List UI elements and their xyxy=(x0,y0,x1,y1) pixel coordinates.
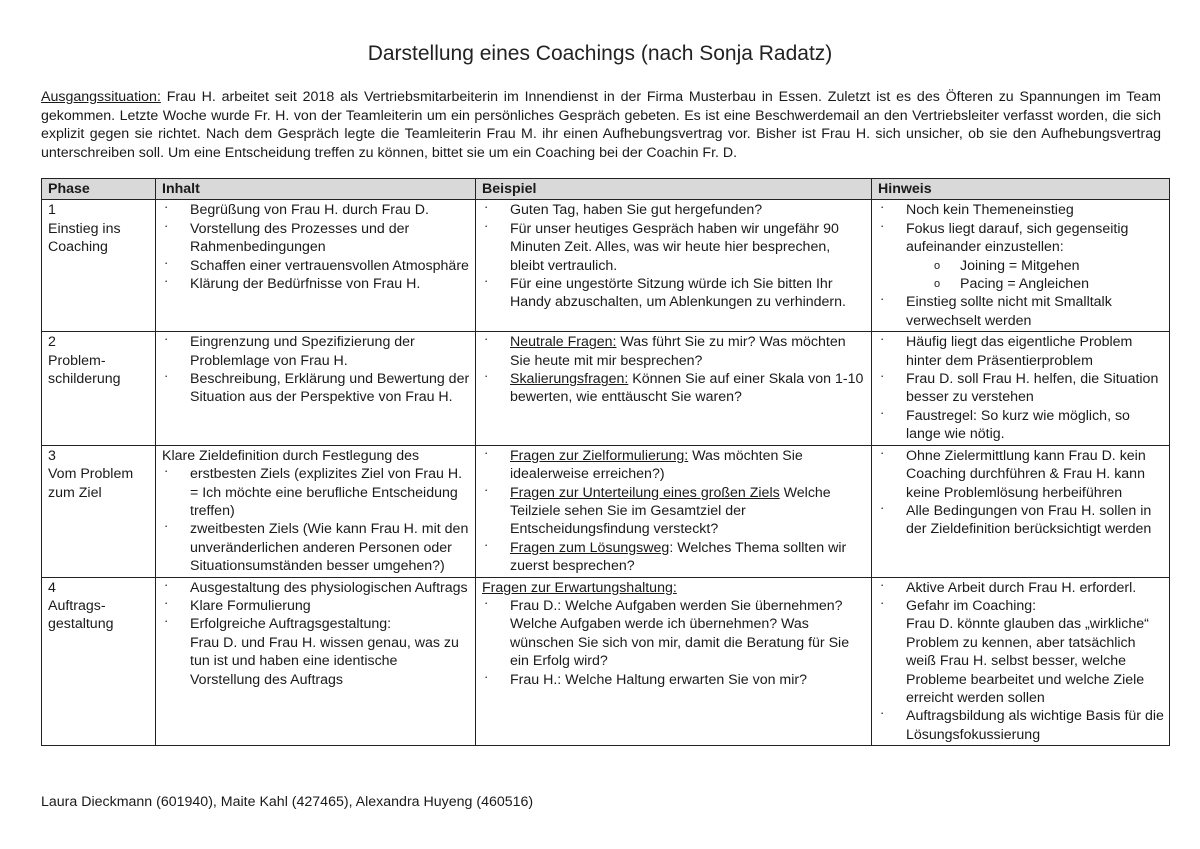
list-item: · Schaffen einer vertrauensvollen Atmosphäre xyxy=(162,257,470,275)
list-item: · Auftragsbildung als wichtige Basis für die Lösungsfokussierung xyxy=(878,707,1164,744)
list-item: · Klare Formulierung xyxy=(162,597,470,615)
phase-number: 4 xyxy=(48,579,56,596)
phase-number: 2 xyxy=(48,334,56,351)
question-text: Können Sie auf einer Skala von 1-10 bewerten, wie enttäuscht Sie waren? xyxy=(510,371,864,406)
phase-cell xyxy=(42,445,156,577)
phase-name: Einstieg ins Coaching xyxy=(48,220,121,256)
list-item: · Eingrenzung und Spezifizierung der Problemlage von Frau H. xyxy=(162,333,470,370)
list-item: · Vorstellung des Prozesses und der Rahmenbedingungen xyxy=(162,220,470,257)
question-text: Was führt Sie zu mir? Was möchten Sie heute mit mir besprechen? xyxy=(510,334,846,369)
list-item: · Einstieg sollte nicht mit Smalltalk verwechselt werden xyxy=(878,293,1164,330)
inhalt-intro: Klare Zieldefinition durch Festlegung des xyxy=(162,447,420,464)
table-row xyxy=(42,577,1170,746)
table-row xyxy=(42,445,1170,577)
hinweis-continuation: Frau D. könnte glauben das „wirkliche“ Problem zu kennen, aber tatsächlich weiß Frau H. selbst besser, welche Probleme bearbeitet und welche Ziele erreicht werden sollen xyxy=(906,616,1149,706)
list-item xyxy=(878,220,1164,257)
list-item: · Beschreibung, Erklärung und Bewertung der Situation aus der Perspektive von Frau H. xyxy=(162,370,470,407)
list-item: · erstbesten Ziels (explizites Ziel von Frau H. = Ich möchte eine berufliche Entscheidung treffen) xyxy=(162,465,470,520)
list-item: · Begrüßung von Frau H. durch Frau D. xyxy=(162,201,470,219)
list-item: · Für unser heutiges Gespräch haben wir ungefähr 90 Minuten Zeit. Alles, was wir heute hier besprechen, bleibt vertraulich. xyxy=(482,220,866,275)
list-item xyxy=(482,333,866,370)
inhalt-cell xyxy=(156,200,476,332)
list-item: · zweitbesten Ziels (Wie kann Frau H. mit den unveränderlichen anderen Personen oder Situationsumständen besser umgehen?) xyxy=(162,520,470,575)
question-type: Skalierungsfragen: xyxy=(510,371,629,388)
list-item-text: Fokus liegt darauf, sich gegenseitig aufeinander einzustellen: xyxy=(906,220,1129,256)
phase-number: 3 xyxy=(48,447,56,464)
question-text: Was möchten Sie idealerweise erreichen?) xyxy=(510,447,803,483)
phase-name: Vom Problem zum Ziel xyxy=(48,466,134,501)
page-title: Darstellung eines Coachings (nach Sonja Radatz) xyxy=(367,42,833,65)
table-row xyxy=(42,200,1170,332)
list-item xyxy=(482,370,866,407)
list-item: · Noch kein Themeneinstieg xyxy=(878,201,1164,219)
list-item: · Aktive Arbeit durch Frau H. erforderl. xyxy=(878,579,1164,597)
list-item: · Klärung der Bedürfnisse von Frau H. xyxy=(162,275,470,293)
list-item: · Für eine ungestörte Sitzung würde ich Sie bitten Ihr Handy abzuschalten, um Ablenkungen zu verhindern. xyxy=(482,275,866,312)
intro-paragraph xyxy=(41,88,1161,162)
list-item: · Gefahr im Coaching: xyxy=(878,597,1164,615)
header-hinweis: Hinweis xyxy=(872,179,1170,200)
inhalt-cell xyxy=(156,332,476,445)
list-item xyxy=(482,447,866,484)
phase-cell xyxy=(42,200,156,332)
header-beispiel: Beispiel xyxy=(476,179,872,200)
question-type: Fragen zum Lösungsweg xyxy=(510,539,670,556)
list-item: · Faustregel: So kurz wie möglich, so lange wie nötig. xyxy=(878,407,1164,444)
beispiel-cell xyxy=(476,200,872,332)
intro-label: Ausgangssituation: xyxy=(41,89,161,105)
list-item: · Frau D. soll Frau H. helfen, die Situation besser zu verstehen xyxy=(878,370,1164,407)
question-text: : Welches Thema sollten wir zuerst besprechen? xyxy=(510,539,847,575)
beispiel-cell xyxy=(476,577,872,746)
coaching-table xyxy=(41,178,1170,746)
list-item xyxy=(482,484,866,539)
phase-cell xyxy=(42,577,156,746)
hinweis-cell xyxy=(872,200,1170,332)
phase-number: 1 xyxy=(48,202,56,219)
list-item: · Ausgestaltung des physiologischen Auftrags xyxy=(162,579,470,597)
beispiel-heading: Fragen zur Erwartungshaltung: xyxy=(482,579,677,596)
list-item: · Guten Tag, haben Sie gut hergefunden? xyxy=(482,201,866,219)
table-row xyxy=(42,332,1170,445)
list-item xyxy=(482,539,866,576)
list-item: · Ohne Zielermittlung kann Frau D. kein Coaching durchführen & Frau H. kann keine Problemlösung herbeiführen xyxy=(878,447,1164,502)
list-item: · Häufig liegt das eigentliche Problem hinter dem Präsentierproblem xyxy=(878,333,1164,370)
authors-footer: Laura Dieckmann (601940), Maite Kahl (427465), Alexandra Huyeng (460516) xyxy=(41,794,534,810)
list-item: · Erfolgreiche Auftragsgestaltung: xyxy=(162,615,470,633)
phase-name: Auftrags-gestaltung xyxy=(48,597,114,633)
header-phase: Phase xyxy=(42,179,156,200)
hinweis-cell xyxy=(872,445,1170,577)
list-item: · Alle Bedingungen von Frau H. sollen in der Zieldefinition berücksichtigt werden xyxy=(878,502,1164,539)
beispiel-cell xyxy=(476,332,872,445)
beispiel-cell xyxy=(476,445,872,577)
inhalt-continuation: Frau D. und Frau H. wissen genau, was zu tun ist und haben eine identische Vorstellung des Auftrags xyxy=(190,634,459,688)
question-type: Fragen zur Unterteilung eines großen Ziels xyxy=(510,484,780,501)
inhalt-cell xyxy=(156,445,476,577)
sub-list-item: o Joining = Mitgehen xyxy=(878,257,1164,275)
sub-list-item: o Pacing = Angleichen xyxy=(878,275,1164,293)
list-item: · Frau D.: Welche Aufgaben werden Sie übernehmen? Welche Aufgaben werde ich übernehmen? Was wünschen Sie sich von mir, damit die Beratung für Sie ein Erfolg wird? xyxy=(482,597,866,671)
phase-cell xyxy=(42,332,156,445)
list-item: · Frau H.: Welche Haltung erwarten Sie von mir? xyxy=(482,671,866,689)
hinweis-cell xyxy=(872,332,1170,445)
inhalt-cell xyxy=(156,577,476,746)
hinweis-cell xyxy=(872,577,1170,746)
question-type: Fragen zur Zielformulierung: xyxy=(510,447,689,464)
question-type: Neutrale Fragen: xyxy=(510,334,617,351)
table-header-row xyxy=(42,179,1170,200)
phase-name: Problem-schilderung xyxy=(48,352,121,388)
header-inhalt: Inhalt xyxy=(156,179,476,200)
intro-text: Frau H. arbeitet seit 2018 als Vertriebsmitarbeiterin im Innendienst in der Firma Musterbau in Essen. Zuletzt ist es des Öfteren zu Spannungen im Team gekommen. Letzte Woche wurde Fr. H. von der Teamleiterin um ein persönliches Gespräch gebeten. Es ist eine Beschwerdemail an den Vertriebsleiter verfasst worden, die sich explizit gegen sie richtet. Nach dem Gespräch legte die Teamleiterin Frau M. ihr einen Aufhebungsvertrag vor. Bisher ist Frau H. sich unsicher, ob sie den Aufhebungsvertrag unterschreiben soll. Um eine Entscheidung treffen zu können, bittet sie um ein Coaching bei der Coachin Fr. D. xyxy=(41,89,1161,161)
question-text: Welche Teilziele sehen Sie im Gesamtziel der Entscheidungsfindung versteckt? xyxy=(510,484,831,538)
